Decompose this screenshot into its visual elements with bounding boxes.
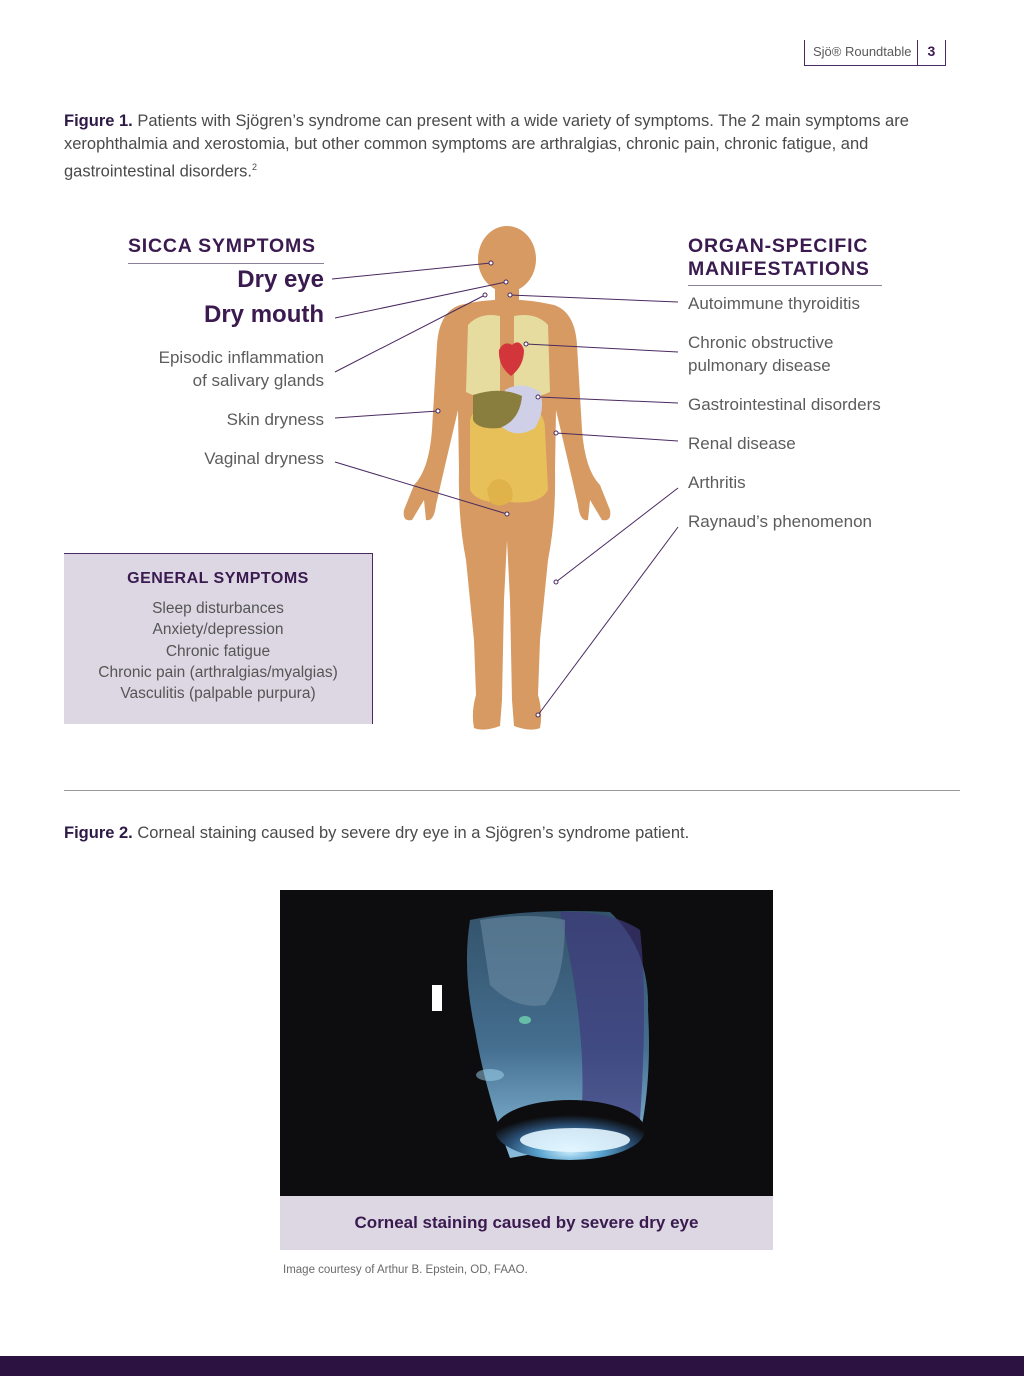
figure1-footnote: 2 [252,162,258,172]
general-symptoms-heading: GENERAL SYMPTOMS [127,570,309,587]
organ-item-copd-1: Chronic obstructive [688,333,834,352]
dry-mouth-label: Dry mouth [204,301,324,328]
organ-item-gi: Gastrointestinal disorders [688,395,881,414]
figure2-label: Figure 2. [64,824,133,842]
general-item-fatigue: Chronic fatigue [165,642,271,660]
general-item-pain: Chronic pain (arthralgias/myalgias) [98,663,338,681]
sicca-heading: SICCA SYMPTOMS [128,235,316,257]
photo-caption-bar: Corneal staining caused by severe dry eye [280,1196,773,1250]
internal-organs [466,315,550,505]
sicca-heading-rule [128,263,324,264]
corneal-staining-photo [280,890,773,1196]
sicca-item-vaginal: Vaginal dryness [204,449,324,468]
sicca-item-salivary-1: Episodic inflammation [158,348,324,367]
figure2-text: Corneal staining caused by severe dry eye in a Sjögren’s syndrome patient. [132,824,690,842]
organ-heading-rule [688,285,882,286]
image-credit: Image courtesy of Arthur B. Epstein, OD, FAAO. [283,1264,528,1276]
organ-item-renal: Renal disease [688,434,796,453]
footer-bar [0,1356,1024,1376]
sicca-item-skin: Skin dryness [226,410,324,429]
organ-item-raynaud: Raynaud’s phenomenon [688,512,872,531]
publication-title: Sjö® Roundtable [804,40,917,66]
figure2-caption [64,822,944,845]
general-item-vasculitis: Vasculitis (palpable purpura) [120,685,316,703]
organ-item-arthritis: Arthritis [688,473,746,492]
page-number: 3 [918,40,946,66]
organ-item-copd-2: pulmonary disease [688,356,831,375]
section-divider [64,790,960,791]
organ-item-thyroiditis: Autoimmune thyroiditis [688,294,860,313]
figure1-label: Figure 1. [64,112,133,130]
organ-heading-line1: ORGAN-SPECIFIC [688,235,869,257]
figure1-text: Patients with Sjögren’s syndrome can present with a wide variety of symptoms. The 2 main symptoms are xerophthalmia and xerostomia, but other common symptoms are arthralgias, chronic pain, chronic fatigue, and gastrointestinal disorders. [64,112,909,181]
dry-eye-label: Dry eye [237,266,324,293]
general-item-anxiety: Anxiety/depression [152,621,284,639]
sicca-item-salivary-2: of salivary glands [192,371,324,390]
general-symptoms-list [64,598,372,704]
organ-heading-line2: MANIFESTATIONS [688,258,870,280]
corneal-photo-illustration [280,890,773,1196]
general-symptoms-box [64,553,373,724]
left-lung [466,315,500,397]
general-item-sleep: Sleep disturbances [152,600,284,617]
